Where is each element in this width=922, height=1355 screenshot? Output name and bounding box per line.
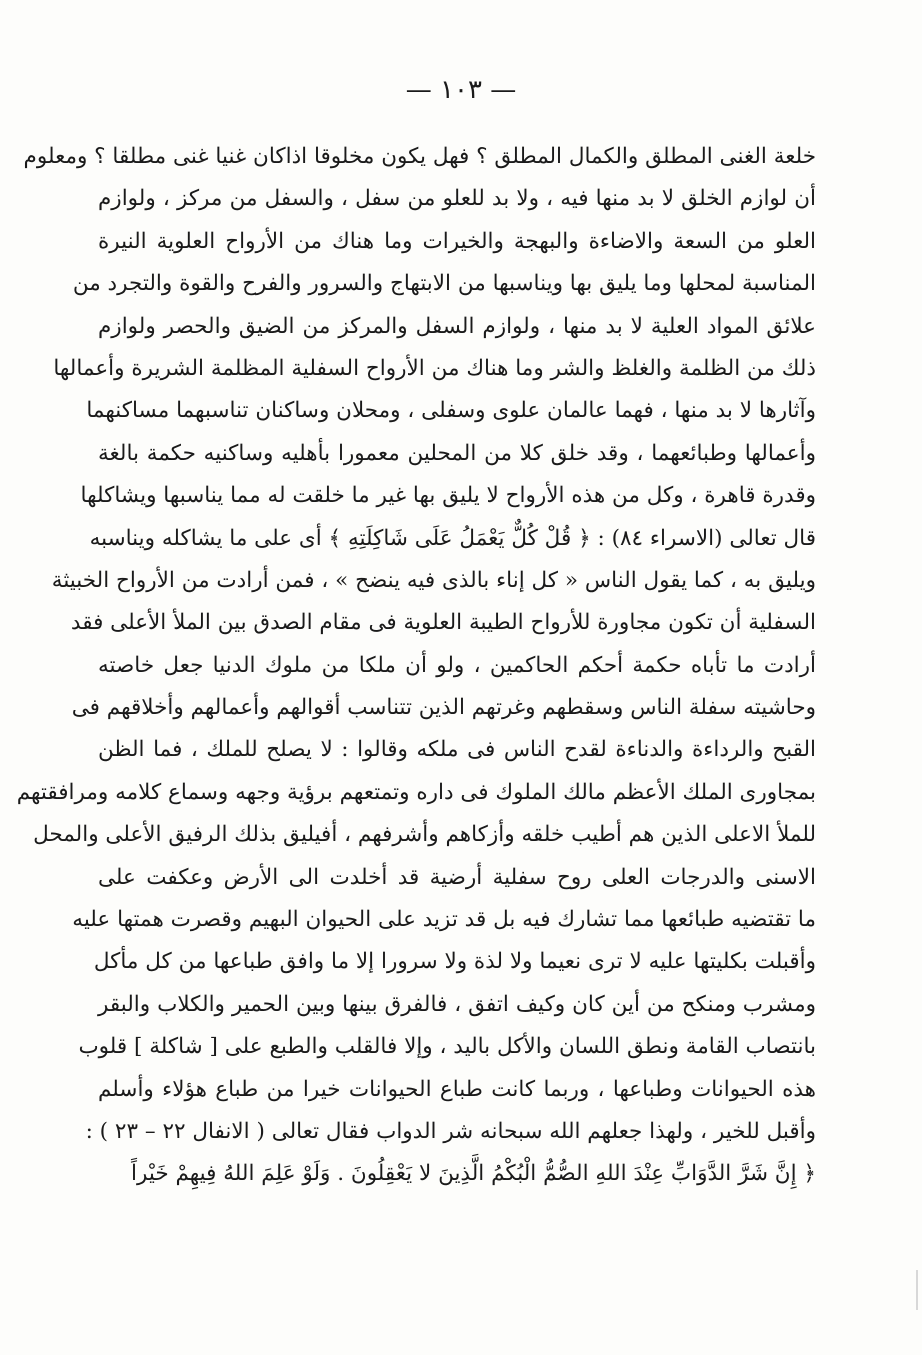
text-line: وأعمالها وطبائعهما ، وقد خلق كلا من المحلين معمورا بأهليه وساكنيه حكمة بالغة	[98, 440, 816, 466]
page-number: — ١٠٣ —	[405, 75, 517, 105]
text-line: قال تعالى (الاسراء ٨٤) : ﴿ قُلْ كُلٌّ يَعْمَلُ عَلَى شَاكِلَتِهِ ﴾ أى على ما يشاكله ويناسبه	[89, 525, 816, 551]
text-line: للملأ الاعلى الذين هم أطيب خلقه وأزكاهم وأشرفهم ، أفيليق بذلك الرفيق الأعلى والمحل	[33, 822, 816, 848]
text-line: بمجاورى الملك الأعظم مالك الملوك فى داره وتمتعهم برؤية وجهه وسماع كلامه ومرافقتهم	[16, 779, 816, 805]
text-line: القبح والرداءة والدناءة لقدح الناس فى ملكه وقالوا : لا يصلح للملك ، فما الظن	[98, 737, 816, 763]
text-line: وآثارها لا بد منها ، فهما عالمان علوى وسفلى ، ومحلان وساكنان تناسبهما مساكنهما	[86, 398, 816, 424]
text-line: أن لوازم الخلق لا بد منها فيه ، ولا بد للعلو من سفل ، والسفل من مركز ، ولوازم	[98, 186, 816, 212]
text-line: الاسنى والدرجات العلى روح سفلية أرضية قد أخلدت الى الأرض وعكفت على	[98, 864, 816, 890]
text-line: ﴿ إِنَّ شَرَّ الدَّوَابِّ عِنْدَ اللهِ الصُّمُّ الْبُكْمُ الَّذِينَ لا يَعْقِلُونَ . وَلَوْ عَلِمَ اللهُ فِيهِمْ خَيْراً	[131, 1161, 816, 1187]
text-line: ما تقتضيه طبائعها مما تشارك فيه بل قد تزيد على الحيوان البهيم وقصرت همتها عليه	[72, 907, 816, 933]
text-line: بانتصاب القامة ونطق اللسان والأكل باليد ، وإلا فالقلب والطبع على [ شاكلة ] قلوب	[78, 1034, 816, 1060]
text-line: ذلك من الظلمة والغلظ والشر وما هناك من الأرواح السفلية المظلمة الشريرة وأعمالها	[53, 355, 816, 381]
text-line: وأقبل للخير ، ولهذا جعلهم الله سبحانه شر الدواب فقال تعالى ( الانفال ٢٢ – ٢٣ ) :	[85, 1118, 816, 1144]
body-text	[16, 136, 816, 1196]
scan-edge-mark	[916, 1270, 918, 1310]
text-line: هذه الحيوانات وطباعها ، وربما كانت طباع الحيوانات خيرا من طباع هؤلاء وأسلم	[98, 1076, 816, 1102]
text-line: أرادت ما تأباه حكمة أحكم الحاكمين ، ولو أن ملكا من ملوك الدنيا جعل خاصته	[98, 652, 816, 678]
text-line: علائق المواد العلية لا بد منها ، ولوازم السفل والمركز من الضيق والحصر ولوازم	[98, 313, 816, 339]
text-line: السفلية أن تكون مجاورة للأرواح الطيبة العلوية فى مقام الصدق بين الملأ الأعلى فقد	[70, 610, 816, 636]
text-line: المناسبة لمحلها وما يليق بها ويناسبها من الابتهاج والسرور والفرح والقوة والتجرد من	[72, 271, 816, 297]
text-line: وحاشيته سفلة الناس وسقطهم وغرتهم الذين تتناسب أقوالهم وأعمالهم وأخلاقهم فى	[71, 695, 816, 721]
text-line: وقدرة قاهرة ، وكل من هذه الأرواح لا يليق بها غير ما خلقت له مما يناسبها ويشاكلها	[80, 483, 816, 509]
text-line: ويليق به ، كما يقول الناس « كل إناء بالذى فيه ينضح » ، فمن أرادت من الأرواح الخبيثة	[51, 567, 816, 593]
text-line: وأقبلت بكليتها عليه لا ترى نعيما ولا لذة ولا سرورا إلا ما وافق طباعها من كل مأكل	[93, 949, 816, 975]
text-line: العلو من السعة والاضاءة والبهجة والخيرات وما هناك من الأرواح العلوية النيرة	[98, 228, 816, 254]
text-line: خلعة الغنى المطلق والكمال المطلق ؟ فهل يكون مخلوقا اذاكان غنيا غنى مطلقا ؟ ومعلوم	[23, 144, 816, 169]
text-line: ومشرب ومنكح من أين كان وكيف اتفق ، فالفرق بينها وبين الحمير والكلاب والبقر	[98, 991, 816, 1017]
